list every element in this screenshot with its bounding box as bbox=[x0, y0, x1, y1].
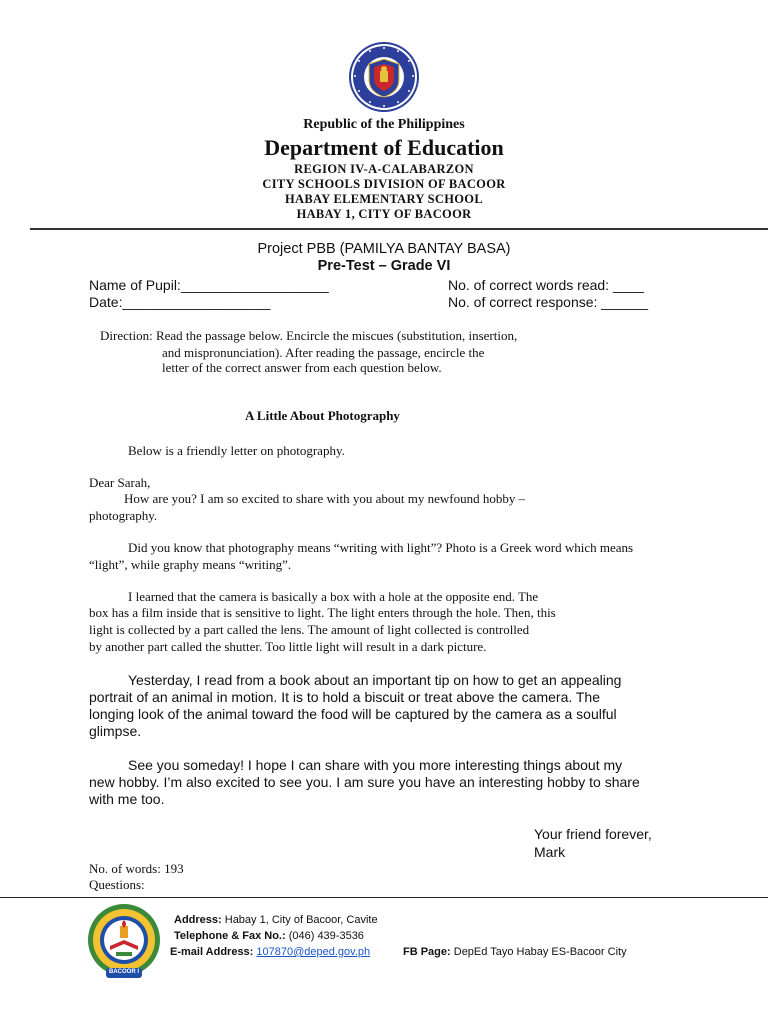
letter-closing: Your friend forever, bbox=[534, 826, 652, 842]
paragraph-1-line-1: How are you? I am so excited to share with you about my newfound hobby – bbox=[124, 491, 526, 506]
footer-email bbox=[170, 946, 370, 958]
letter-greeting: Dear Sarah, bbox=[89, 475, 151, 490]
paragraph-2-line-1: Did you know that photography means “writing with light”? Photo is a Greek word which means bbox=[128, 540, 634, 555]
correct-words-field: No. of correct words read: ____ bbox=[448, 277, 645, 293]
paragraph-4-line-3: longing look of the animal toward the food will be captured by the camera as a soulful bbox=[89, 706, 617, 722]
paragraph-3-line-3: light is collected by a part called the lens. The amount of light collected is controlled bbox=[89, 622, 530, 637]
paragraph-4-line-4: glimpse. bbox=[89, 723, 142, 739]
paragraph-3-line-1: I learned that the camera is basically a box with a hole at the opposite end. The bbox=[128, 589, 539, 604]
correct-response-field: No. of correct response: ______ bbox=[448, 294, 649, 310]
fb-value: DepEd Tayo Habay ES-Bacoor City bbox=[453, 946, 627, 958]
paragraph-3-line-4: by another part called the shutter. Too little light will result in a dark picture. bbox=[89, 639, 487, 654]
paragraph-5-line-2: new hobby. I’m also excited to see you. I am sure you have an interesting hobby to share bbox=[89, 774, 640, 790]
direction-line-2: and mispronunciation). After reading the passage, encircle the bbox=[162, 345, 485, 360]
date-field: Date:___________________ bbox=[89, 294, 271, 310]
word-count: No. of words: 193 bbox=[89, 861, 184, 876]
deped-seal bbox=[347, 40, 421, 114]
location-label: HABAY 1, CITY OF BACOOR bbox=[296, 207, 472, 221]
paragraph-1-line-2: photography. bbox=[89, 508, 158, 523]
school-label: HABAY ELEMENTARY SCHOOL bbox=[285, 192, 483, 206]
header-divider bbox=[30, 228, 768, 230]
region-label: REGION IV-A-CALABARZON bbox=[294, 162, 474, 176]
paragraph-5-line-1: See you someday! I hope I can share with you more interesting things about my bbox=[128, 757, 623, 773]
paragraph-4-line-1: Yesterday, I read from a book about an important tip on how to get an appealing bbox=[128, 672, 622, 688]
paragraph-3-line-2: box has a film inside that is sensitive to light. The light enters through the hole. Then, this bbox=[89, 605, 556, 620]
fb-label: FB Page: bbox=[403, 946, 451, 958]
school-logo bbox=[82, 902, 166, 982]
project-subtitle: Pre-Test – Grade VI bbox=[317, 258, 451, 274]
division-label: CITY SCHOOLS DIVISION OF BACOOR bbox=[262, 177, 506, 191]
school-logo-caption: BACOOR I bbox=[109, 969, 139, 975]
direction-line-1: Direction: Read the passage below. Encircle the miscues (substitution, insertion, bbox=[100, 328, 518, 343]
paragraph-2-line-2: “light”, while graphy means “writing”. bbox=[89, 557, 292, 572]
department-title: Department of Education bbox=[264, 135, 504, 160]
direction-line-3: letter of the correct answer from each question below. bbox=[162, 360, 442, 375]
republic-label: Republic of the Philippines bbox=[303, 117, 465, 132]
address-label: Address: bbox=[174, 914, 222, 926]
passage-intro: Below is a friendly letter on photography. bbox=[128, 443, 345, 458]
address-value: Habay 1, City of Bacoor, Cavite bbox=[224, 914, 378, 926]
footer-fb-page bbox=[403, 946, 627, 958]
footer-phone bbox=[174, 930, 364, 942]
passage-title: A Little About Photography bbox=[245, 408, 400, 423]
questions-label: Questions: bbox=[89, 877, 145, 892]
paragraph-4-line-2: portrait of an animal in motion. It is to hold a biscuit or treat above the camera. The bbox=[89, 689, 601, 705]
pupil-name-field: Name of Pupil:___________________ bbox=[89, 277, 329, 293]
project-title: Project PBB (PAMILYA BANTAY BASA) bbox=[257, 241, 511, 257]
footer-divider bbox=[0, 897, 768, 898]
phone-label: Telephone & Fax No.: bbox=[174, 930, 286, 942]
footer-address bbox=[174, 914, 378, 926]
paragraph-5-line-3: with me too. bbox=[89, 791, 165, 807]
email-label: E-mail Address: bbox=[170, 946, 254, 958]
email-link[interactable]: 107870@deped.gov.ph bbox=[256, 946, 371, 958]
phone-value: (046) 439-3536 bbox=[288, 930, 364, 942]
letter-signature: Mark bbox=[534, 844, 566, 860]
